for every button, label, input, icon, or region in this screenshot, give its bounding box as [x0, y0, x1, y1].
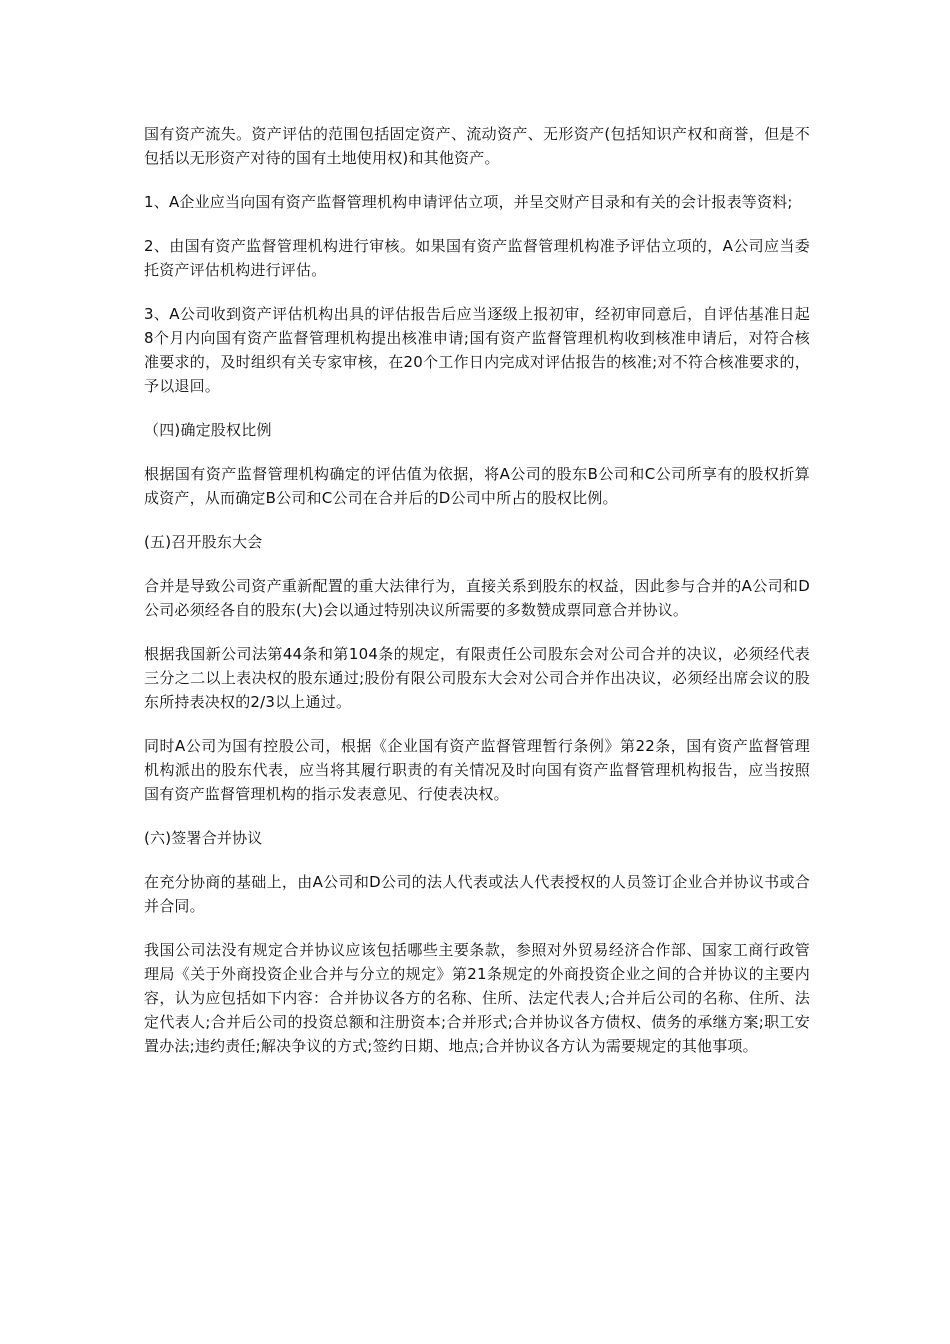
section-heading-sign-agreement: (六)签署合并协议: [144, 829, 263, 847]
paragraph-equity-ratio: 根据国有资产监督管理机构确定的评估值为依据，将A公司的股东B公司和C公司所享有的股权折算成资产，从而确定B公司和C公司在合并后的D公司中所占的股权比例。: [144, 465, 810, 507]
paragraph-merger-resolution: 合并是导致公司资产重新配置的重大法律行为，直接关系到股东的权益，因此参与合并的A公司和D公司必须经各自的股东(大)会以通过特别决议所需要的多数赞成票同意合并协议。: [144, 577, 810, 619]
paragraph-company-law: 根据我国新公司法第44条和第104条的规定，有限责任公司股东会对公司合并的决议，必须经代表三分之二以上表决权的股东通过;股份有限公司股东大会对公司合并作出决议，必须经出席会议的股东所持表决权的2/3以上通过。: [144, 645, 810, 711]
paragraph-asset-scope: 国有资产流失。资产评估的范围包括固定资产、流动资产、无形资产(包括知识产权和商誉，但是不包括以无形资产对待的国有土地使用权)和其他资产。: [144, 125, 810, 167]
section-heading-equity-ratio: （四)确定股权比例: [144, 421, 272, 439]
paragraph-step-3: 3、A公司收到资产评估机构出具的评估报告后应当逐级上报初审，经初审同意后，自评估基准日起8个月内向国有资产监督管理机构提出核准申请;国有资产监督管理机构收到核准申请后，对符合核准要求的，及时组织有关专家审核，在20个工作日内完成对评估报告的核准;对不符合核准要求的，予以退回。: [144, 305, 810, 395]
paragraph-step-1: 1、A企业应当向国有资产监督管理机构申请评估立项，并呈交财产目录和有关的会计报表等资料;: [144, 193, 793, 211]
document-body: [144, 122, 810, 1078]
paragraph-step-2: 2、由国有资产监督管理机构进行审核。如果国有资产监督管理机构准予评估立项的，A公司应当委托资产评估机构进行评估。: [144, 237, 810, 279]
paragraph-state-control: 同时A公司为国有控股公司，根据《企业国有资产监督管理暂行条例》第22条，国有资产监督管理机构派出的股东代表，应当将其履行职责的有关情况及时向国有资产监督管理机构报告，应当按照国有资产监督管理机构的指示发表意见、行使表决权。: [144, 737, 810, 803]
paragraph-sign-agreement: 在充分协商的基础上，由A公司和D公司的法人代表或法人代表授权的人员签订企业合并协议书或合并合同。: [144, 873, 810, 915]
section-heading-shareholder-meeting: (五)召开股东大会: [144, 533, 263, 551]
paragraph-agreement-terms: 我国公司法没有规定合并协议应该包括哪些主要条款，参照对外贸易经济合作部、国家工商行政管理局《关于外商投资企业合并与分立的规定》第21条规定的外商投资企业之间的合并协议的主要内容，认为应包括如下内容：合并协议各方的名称、住所、法定代表人;合并后公司的名称、住所、法定代表人;合并后公司的投资总额和注册资本;合并形式;合并协议各方债权、债务的承继方案;职工安置办法;违约责任;解决争议的方式;签约日期、地点;合并协议各方认为需要规定的其他事项。: [144, 941, 810, 1055]
